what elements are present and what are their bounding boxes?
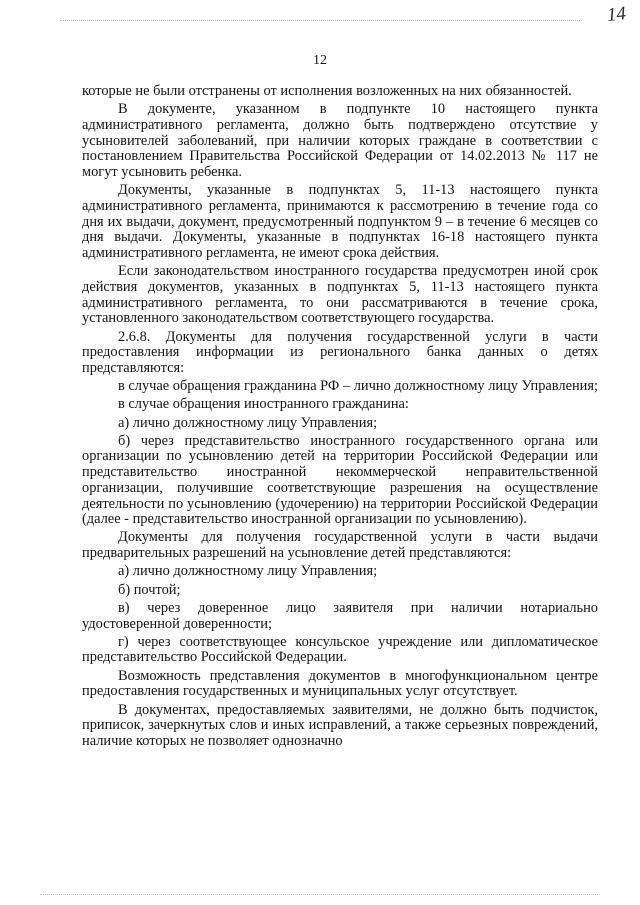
paragraph: в случае обращения иностранного гражданина: xyxy=(118,396,409,413)
list-item: г) через соответствующее консульское учреждение или дипломатическое представительство Российской Федерации. xyxy=(82,633,598,666)
list-item: а) лично должностному лицу Управления; xyxy=(118,563,378,580)
section-2-6-8: 2.6.8. Документы для получения государственной услуги в части предоставления информации из регионального банка данных о детях представляются: xyxy=(82,328,598,376)
paragraph: в случае обращения гражданина РФ – лично должностному лицу Управления; xyxy=(118,378,598,395)
paragraph: Документы для получения государственной услуги в части выдачи предварительных разрешений на усыновление детей представляются: xyxy=(82,529,598,562)
list-item: б) почтой; xyxy=(118,581,181,598)
paragraph: которые не были отстранены от исполнения возложенных на них обязанностей. xyxy=(82,83,572,99)
paragraph: Возможность представления документов в многофункциональном центре предоставления государственных и муниципальных услуг отсутствует. xyxy=(82,667,598,700)
document-body xyxy=(82,84,598,750)
paragraph: В документах, предоставляемых заявителями, не должно быть подчисток, приписок, зачеркнутых слов и иных исправлений, а также серьезных повреждений, наличие которых не позволяет однозначно xyxy=(82,701,598,749)
paragraph: В документе, указанном в подпункте 10 настоящего пункта административного регламента, должно быть подтверждено отсутствие у усыновителей заболеваний, при наличии которых граждане в соответствии с постановлением Правительства Российской Федерации от 14.02.2013 № 117 не могут усыновить ребенка. xyxy=(82,101,598,181)
page-number: 12 xyxy=(313,53,327,68)
paragraph: Документы, указанные в подпунктах 5, 11-13 настоящего пункта административного регламента, принимаются к рассмотрению в течение года со дня их выдачи, документ, предусмотренный подпунктом 9 – в течение 6 месяцев со дня выдачи. Документы, указанные в подпунктах 16-18 настоящего пункта административного регламента, не имеют срока действия. xyxy=(82,182,598,262)
list-item: б) через представительство иностранного государственного органа или организации по усыновлению детей на территории Российской Федерации или представительство иностранной некоммерческой неправительственной организации, получившие соответствующие разрешения на осуществление деятельности по усыновлению (удочерению) на территории Российской Федерации (далее - представительство иностранной организации по усыновлению). xyxy=(82,432,598,528)
paragraph: Если законодательством иностранного государства предусмотрен иной срок действия документов, указанных в подпунктах 5, 11-13 настоящего пункта административного регламента, то они рассматриваются в течение срока, установленного законодательством соответствующего государства. xyxy=(82,263,598,327)
list-item: а) лично должностному лицу Управления; xyxy=(118,414,378,431)
scan-artifact-bottom xyxy=(40,894,600,895)
list-item: в) через доверенное лицо заявителя при наличии нотариально удостоверенной доверенности; xyxy=(82,599,598,632)
handwritten-sheet-number: 14 xyxy=(605,3,627,26)
scan-artifact-top xyxy=(60,20,580,21)
